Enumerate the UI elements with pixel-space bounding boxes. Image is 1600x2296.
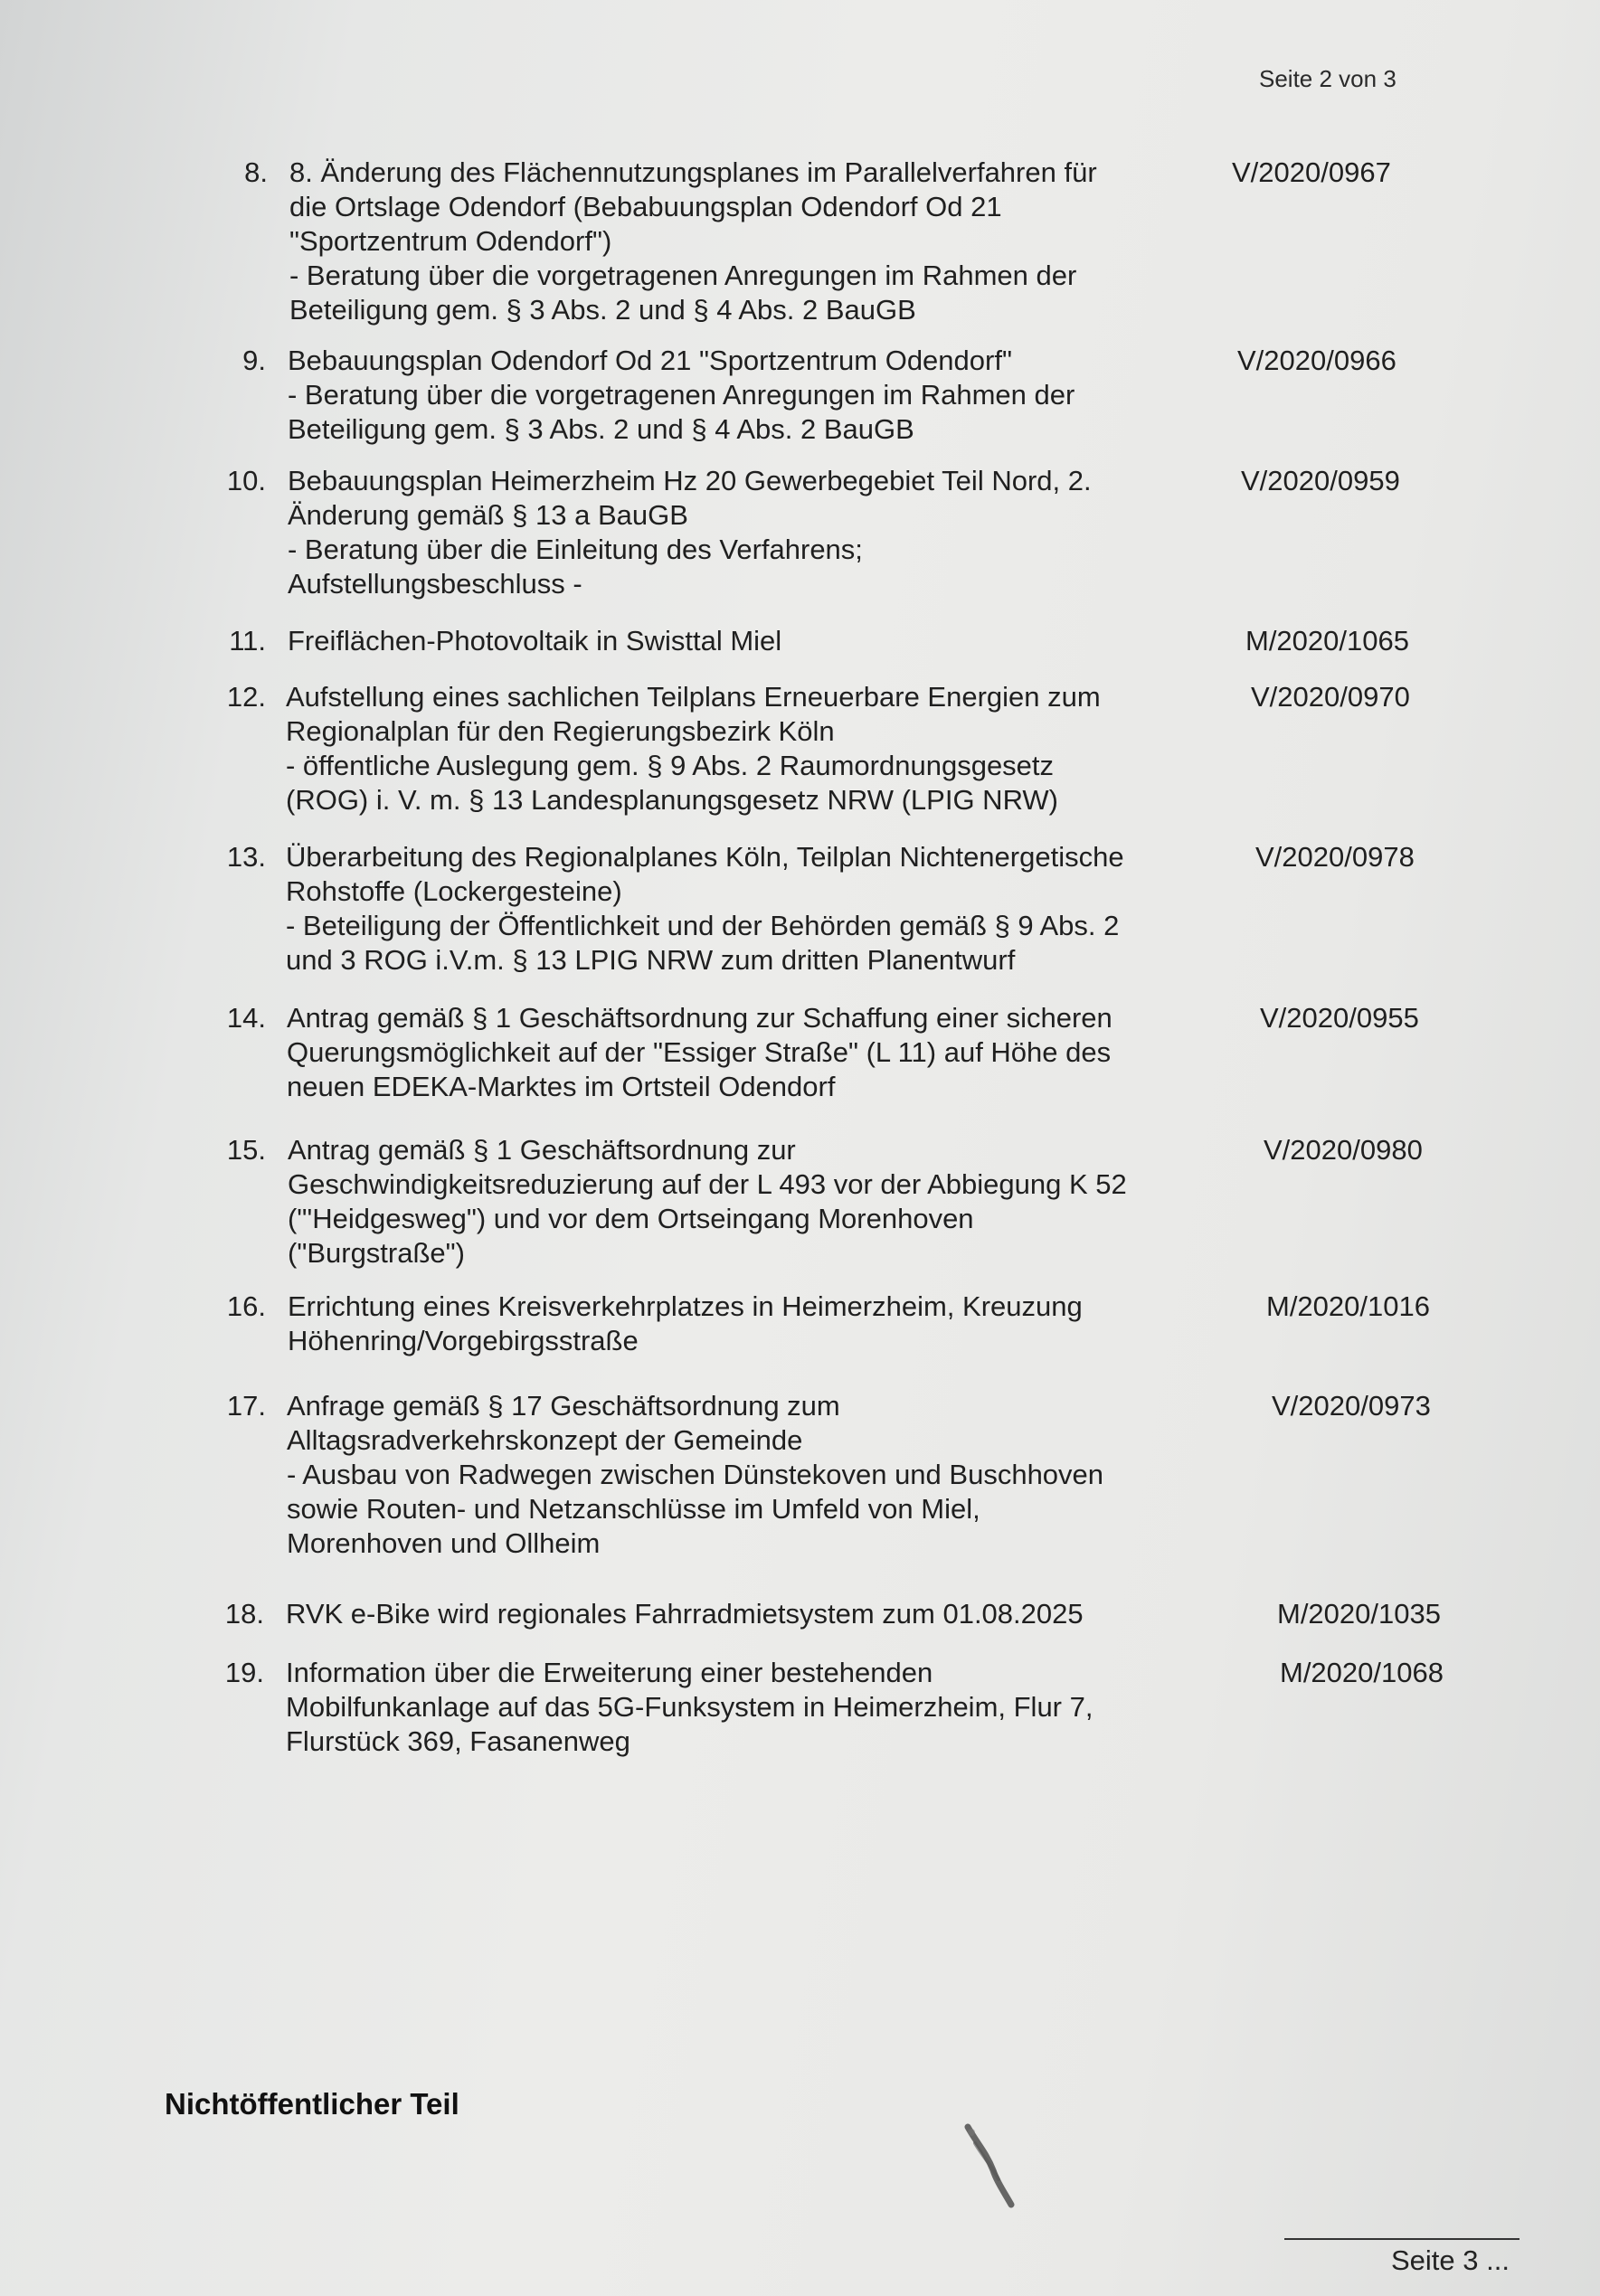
agenda-item-line: Antrag gemäß § 1 Geschäftsordnung zur <box>288 1134 796 1166</box>
next-page-indicator: Seite 3 ... <box>1391 2244 1510 2276</box>
agenda-item-line: Antrag gemäß § 1 Geschäftsordnung zur Schaffung einer sicheren <box>287 1002 1112 1034</box>
agenda-item-reference: V/2020/0973 <box>1272 1390 1431 1422</box>
agenda-item-text <box>288 464 1092 601</box>
agenda-item-line: die Ortslage Odendorf (Bebabuungsplan Odendorf Od 21 <box>289 191 1002 222</box>
agenda-item-text <box>286 1656 1093 1759</box>
agenda-item-line: Anfrage gemäß § 17 Geschäftsordnung zum <box>287 1390 840 1422</box>
agenda-item-line: Änderung gemäß § 13 a BauGB <box>288 499 688 531</box>
agenda-item-reference: V/2020/0980 <box>1264 1134 1423 1166</box>
agenda-item-text <box>287 1001 1112 1104</box>
agenda-item-text <box>287 1389 1103 1561</box>
agenda-item-line: Regionalplan für den Regierungsbezirk Köln <box>286 715 835 747</box>
agenda-item-text <box>286 1597 1084 1631</box>
agenda-item-reference: M/2020/1065 <box>1245 625 1409 657</box>
agenda-item-line: Überarbeitung des Regionalplanes Köln, Teilplan Nichtenergetische <box>286 841 1124 873</box>
agenda-item-line: Errichtung eines Kreisverkehrplatzes in Heimerzheim, Kreuzung <box>288 1290 1083 1322</box>
agenda-item-line: (ROG) i. V. m. § 13 Landesplanungsgesetz NRW (LPIG NRW) <box>286 784 1058 816</box>
agenda-item-reference: V/2020/0955 <box>1260 1002 1419 1034</box>
agenda-item-line: - Beteiligung der Öffentlichkeit und der Behörden gemäß § 9 Abs. 2 <box>286 910 1120 941</box>
agenda-item-number: 16. <box>226 1290 266 1322</box>
agenda-item-number: 17. <box>226 1390 266 1422</box>
agenda-item-line: Aufstellung eines sachlichen Teilplans Erneuerbare Energien zum <box>286 681 1101 713</box>
agenda-item-line: Morenhoven und Ollheim <box>287 1527 601 1559</box>
agenda-item-line: sowie Routen- und Netzanschlüsse im Umfeld von Miel, <box>287 1493 980 1525</box>
page-number-header: Seite 2 von 3 <box>1259 65 1396 92</box>
agenda-item-number: 12. <box>226 681 266 713</box>
agenda-item-number: 11. <box>229 625 266 657</box>
agenda-item-number: 14. <box>226 1002 266 1034</box>
agenda-item-line: Beteiligung gem. § 3 Abs. 2 und § 4 Abs. 2 BauGB <box>288 413 914 445</box>
agenda-item-line: Flurstück 369, Fasanenweg <box>286 1725 630 1757</box>
agenda-item-line: neuen EDEKA-Marktes im Ortsteil Odendorf <box>287 1071 836 1102</box>
agenda-item-line: - öffentliche Auslegung gem. § 9 Abs. 2 Raumordnungsgesetz <box>286 750 1055 781</box>
agenda-item-line: - Beratung über die vorgetragenen Anregungen im Rahmen der <box>288 379 1075 411</box>
agenda-item-reference: V/2020/0978 <box>1255 841 1415 873</box>
agenda-item-line: - Beratung über die vorgetragenen Anregungen im Rahmen der <box>289 260 1077 291</box>
agenda-item-number: 9. <box>242 345 266 376</box>
agenda-item-line: Bebauungsplan Odendorf Od 21 "Sportzentrum Odendorf" <box>288 345 1012 376</box>
agenda-item-line: Bebauungsplan Heimerzheim Hz 20 Gewerbegebiet Teil Nord, 2. <box>288 465 1092 496</box>
agenda-item-line: Information über die Erweiterung einer bestehenden <box>286 1657 933 1688</box>
agenda-item-number: 19. <box>224 1657 264 1688</box>
ink-smudge <box>959 2116 1022 2216</box>
agenda-item-line: ("'Heidgesweg") und vor dem Ortseingang Morenhoven <box>288 1203 974 1234</box>
agenda-item-line: Höhenring/Vorgebirgsstraße <box>288 1325 639 1356</box>
agenda-item-text <box>288 1133 1127 1271</box>
agenda-item-reference: V/2020/0959 <box>1241 465 1400 496</box>
agenda-item-reference: V/2020/0967 <box>1232 156 1391 188</box>
agenda-item-line: Querungsmöglichkeit auf der "Essiger Straße" (L 11) auf Höhe des <box>287 1036 1112 1068</box>
agenda-item-reference: V/2020/0966 <box>1237 345 1396 376</box>
agenda-item-line: - Ausbau von Radwegen zwischen Dünstekoven und Buschhoven <box>287 1459 1104 1490</box>
agenda-item-line: "Sportzentrum Odendorf") <box>289 225 612 257</box>
agenda-item-line: 8. Änderung des Flächennutzungsplanes im Parallelverfahren für <box>289 156 1097 188</box>
agenda-item-reference: M/2020/1035 <box>1277 1598 1441 1630</box>
section-heading: Nichtöffentlicher Teil <box>165 2087 459 2121</box>
agenda-item-number: 10. <box>226 465 266 496</box>
agenda-item-reference: M/2020/1016 <box>1266 1290 1430 1322</box>
agenda-item-line: ("Burgstraße") <box>288 1237 465 1269</box>
agenda-item-line: Geschwindigkeitsreduzierung auf der L 493 vor der Abbiegung K 52 <box>288 1168 1127 1200</box>
agenda-item-line: Mobilfunkanlage auf das 5G-Funksystem in Heimerzheim, Flur 7, <box>286 1691 1093 1723</box>
agenda-item-number: 18. <box>224 1598 264 1630</box>
agenda-item-line: - Beratung über die Einleitung des Verfahrens; <box>288 534 863 565</box>
agenda-item-reference: M/2020/1068 <box>1280 1657 1444 1688</box>
agenda-item-line: Aufstellungsbeschluss - <box>288 568 582 600</box>
agenda-item-text <box>288 624 781 658</box>
agenda-item-line: Rohstoffe (Lockergesteine) <box>286 875 622 907</box>
agenda-item-line: Beteiligung gem. § 3 Abs. 2 und § 4 Abs. 2 BauGB <box>289 294 916 326</box>
agenda-item-text <box>288 344 1075 447</box>
agenda-item-text <box>286 840 1124 978</box>
agenda-item-line: Alltagsradverkehrskonzept der Gemeinde <box>287 1424 803 1456</box>
agenda-item-number: 13. <box>226 841 266 873</box>
agenda-item-number: 15. <box>226 1134 266 1166</box>
agenda-item-line: Freiflächen-Photovoltaik in Swisttal Miel <box>288 625 782 657</box>
agenda-item-line: RVK e-Bike wird regionales Fahrradmietsystem zum 01.08.2025 <box>286 1598 1084 1630</box>
agenda-item-number: 8. <box>244 156 268 188</box>
agenda-item-line: und 3 ROG i.V.m. § 13 LPIG NRW zum dritten Planentwurf <box>286 944 1016 976</box>
agenda-item-text <box>286 680 1101 817</box>
agenda-item-text <box>288 1290 1083 1358</box>
agenda-item-text <box>289 156 1097 327</box>
agenda-item-reference: V/2020/0970 <box>1251 681 1410 713</box>
footer-divider <box>1284 2238 1520 2240</box>
